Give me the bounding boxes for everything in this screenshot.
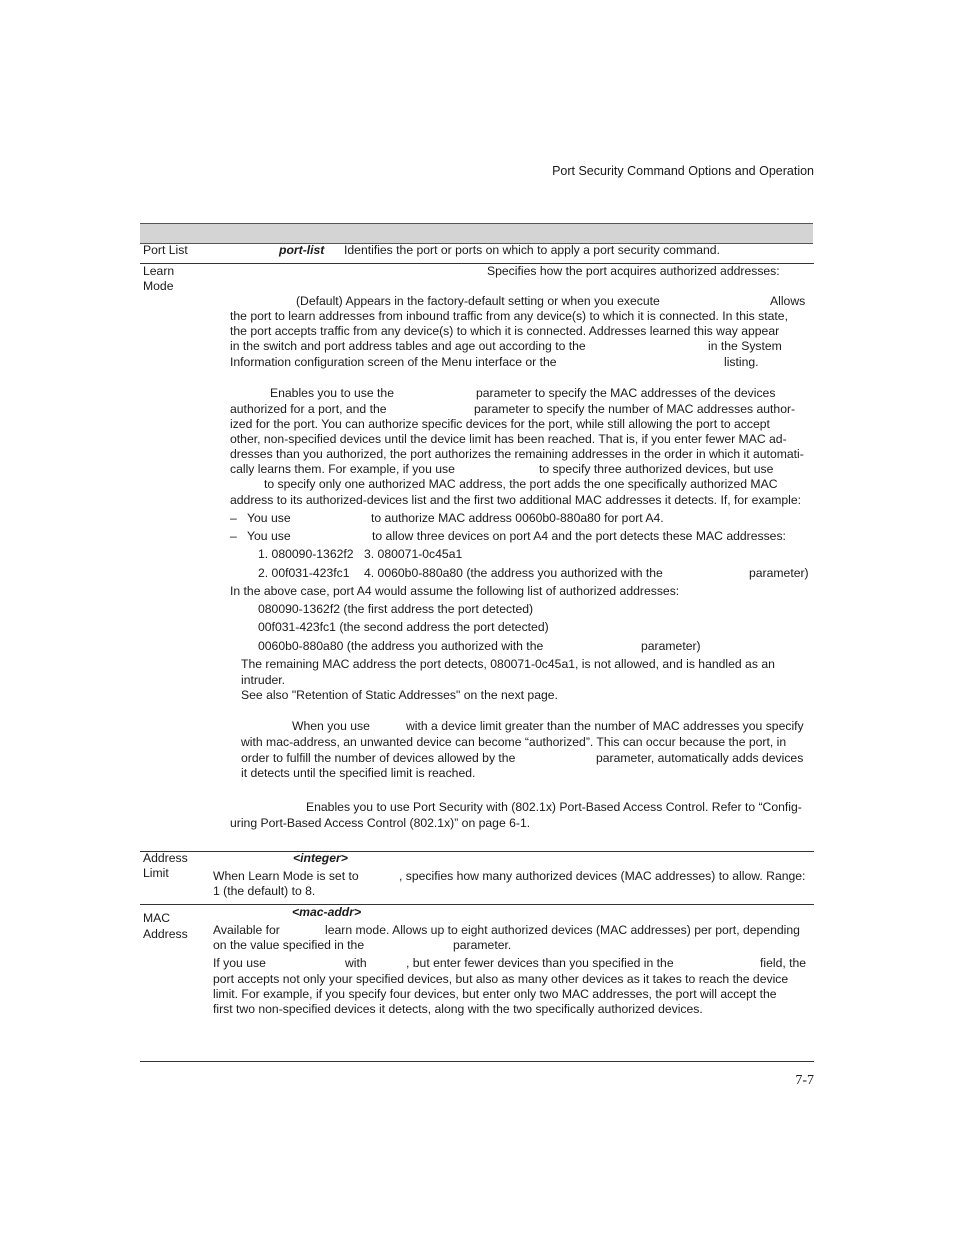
address-limit-param: <integer>	[293, 851, 348, 865]
static-text: other, non-specified devices until the device limit has been reached. That is, if you enter fewer MAC ad-	[230, 432, 787, 446]
detected-address: 2. 00f031-423fc1	[258, 566, 350, 580]
note-text: When you use	[292, 719, 370, 733]
bullet-dash: –	[230, 511, 237, 525]
row-divider	[140, 851, 814, 852]
mac-address-desc: field, the	[760, 956, 807, 970]
mac-address-desc: If you use	[213, 956, 266, 970]
address-limit-label: Address	[143, 851, 188, 865]
assume-text: In the above case, port A4 would assume the following list of authorized addresses:	[230, 584, 680, 598]
bullet-text: to authorize MAC address 0060b0-880a80 for port A4.	[371, 511, 664, 525]
see-also-text: See also "Retention of Static Addresses" on the next page.	[241, 688, 558, 702]
detected-address: 3. 080071-0c45a1	[364, 547, 463, 561]
running-header: Port Security Command Options and Operation	[552, 164, 814, 178]
bullet-text: You use	[247, 511, 291, 525]
address-limit-desc: , specifies how many authorized devices (MAC addresses) to allow. Range:	[399, 869, 806, 883]
row-divider	[140, 904, 814, 905]
static-text: to specify only one authorized MAC address, the port adds the one specifically authorized MAC	[264, 477, 778, 491]
default-text: Allows	[770, 294, 806, 308]
assumed-address: 00f031-423fc1 (the second address the port detected)	[258, 620, 549, 634]
mac-address-label-2: Address	[143, 927, 188, 941]
assumed-address: 080090-1362f2 (the first address the port detected)	[258, 602, 534, 616]
detected-address: 4. 0060b0-880a80 (the address you authorized with the	[364, 566, 663, 580]
static-text: parameter to specify the number of MAC addresses author-	[474, 402, 796, 416]
mac-address-desc: with	[345, 956, 367, 970]
mac-address-param: <mac-addr>	[292, 905, 362, 919]
learn-mode-label-2: Mode	[143, 279, 174, 293]
static-text: authorized for a port, and the	[230, 402, 387, 416]
static-text: parameter to specify the MAC addresses of the devices	[476, 386, 776, 400]
mac-address-label: MAC	[143, 911, 171, 925]
page-number: 7-7	[795, 1073, 814, 1088]
mac-address-desc: learn mode. Allows up to eight authorized devices (MAC addresses) per port, depending	[325, 923, 800, 937]
static-text: cally learns them. For example, if you use	[230, 462, 455, 476]
mac-address-desc: Available for	[213, 923, 280, 937]
note-text: it detects until the specified limit is reached.	[241, 766, 476, 780]
assumed-address: 0060b0-880a80 (the address you authorized with the	[258, 639, 544, 653]
default-text: in the System	[708, 339, 782, 353]
default-text: in the switch and port address tables and age out according to the	[230, 339, 586, 353]
assumed-address: parameter)	[641, 639, 701, 653]
table-header-bar	[140, 223, 813, 244]
default-text: Information configuration screen of the Menu interface or the	[230, 355, 557, 369]
note-text: with a device limit greater than the number of MAC addresses you specify	[406, 719, 804, 733]
note-text: order to fulfill the number of devices allowed by the	[241, 751, 516, 765]
port-list-param: port-list	[279, 243, 325, 257]
note-text: parameter, automatically adds devices	[596, 751, 804, 765]
mac-address-desc: , but enter fewer devices than you specified in the	[406, 956, 674, 970]
remaining-text: The remaining MAC address the port detects, 080071-0c45a1, is not allowed, and is handled as an	[241, 657, 775, 671]
default-text: (Default) Appears in the factory-default setting or when you execute	[296, 294, 660, 308]
bullet-text: to allow three devices on port A4 and the port detects these MAC addresses:	[372, 529, 786, 543]
mac-address-desc: on the value specified in the	[213, 938, 365, 952]
address-limit-desc: When Learn Mode is set to	[213, 869, 359, 883]
mac-address-desc: first two non-specified devices it detects, along with the two specifically authorized devices.	[213, 1002, 703, 1016]
port-access-text: Enables you to use Port Security with (802.1x) Port-Based Access Control. Refer to “Config-	[306, 800, 802, 814]
default-text: listing.	[724, 355, 759, 369]
default-text: the port to learn addresses from inbound traffic from any device(s) to which it is connected. In this state,	[230, 309, 788, 323]
mac-address-desc: port accepts not only your specified devices, but also as many other devices as it takes to reach the device	[213, 972, 789, 986]
address-limit-label-2: Limit	[143, 866, 169, 880]
detected-address: parameter)	[749, 566, 809, 580]
bullet-text: You use	[247, 529, 291, 543]
mac-address-desc: parameter.	[453, 938, 512, 952]
learn-mode-intro: Specifies how the port acquires authorized addresses:	[487, 264, 780, 278]
static-text: to specify three authorized devices, but use	[539, 462, 774, 476]
static-text: Enables you to use the	[270, 386, 394, 400]
note-text: with mac-address, an unwanted device can become “authorized”. This can occur because the port, in	[241, 735, 787, 749]
bullet-dash: –	[230, 529, 237, 543]
address-limit-desc: 1 (the default) to 8.	[213, 884, 316, 898]
port-list-label: Port List	[143, 243, 188, 257]
static-text: dresses than you authorized, the port authorizes the remaining addresses in the order in which it automati-	[230, 447, 804, 461]
mac-address-desc: limit. For example, if you specify four devices, but enter only two MAC addresses, the port will accept the	[213, 987, 777, 1001]
detected-address: 1. 080090-1362f2	[258, 547, 354, 561]
footer-rule	[140, 1061, 814, 1062]
port-list-desc: Identifies the port or ports on which to apply a port security command.	[344, 243, 720, 257]
learn-mode-label: Learn	[143, 264, 175, 278]
default-text: the port accepts traffic from any device(s) to which it is connected. Addresses learned this way appear	[230, 324, 780, 338]
static-text: address to its authorized-devices list and the first two additional MAC addresses it detects. If, for example:	[230, 493, 802, 507]
port-access-text: uring Port-Based Access Control (802.1x)” on page 6-1.	[230, 816, 531, 830]
static-text: ized for the port. You can authorize specific devices for the port, while still allowing the port to accept	[230, 417, 770, 431]
remaining-text: intruder.	[241, 673, 286, 687]
